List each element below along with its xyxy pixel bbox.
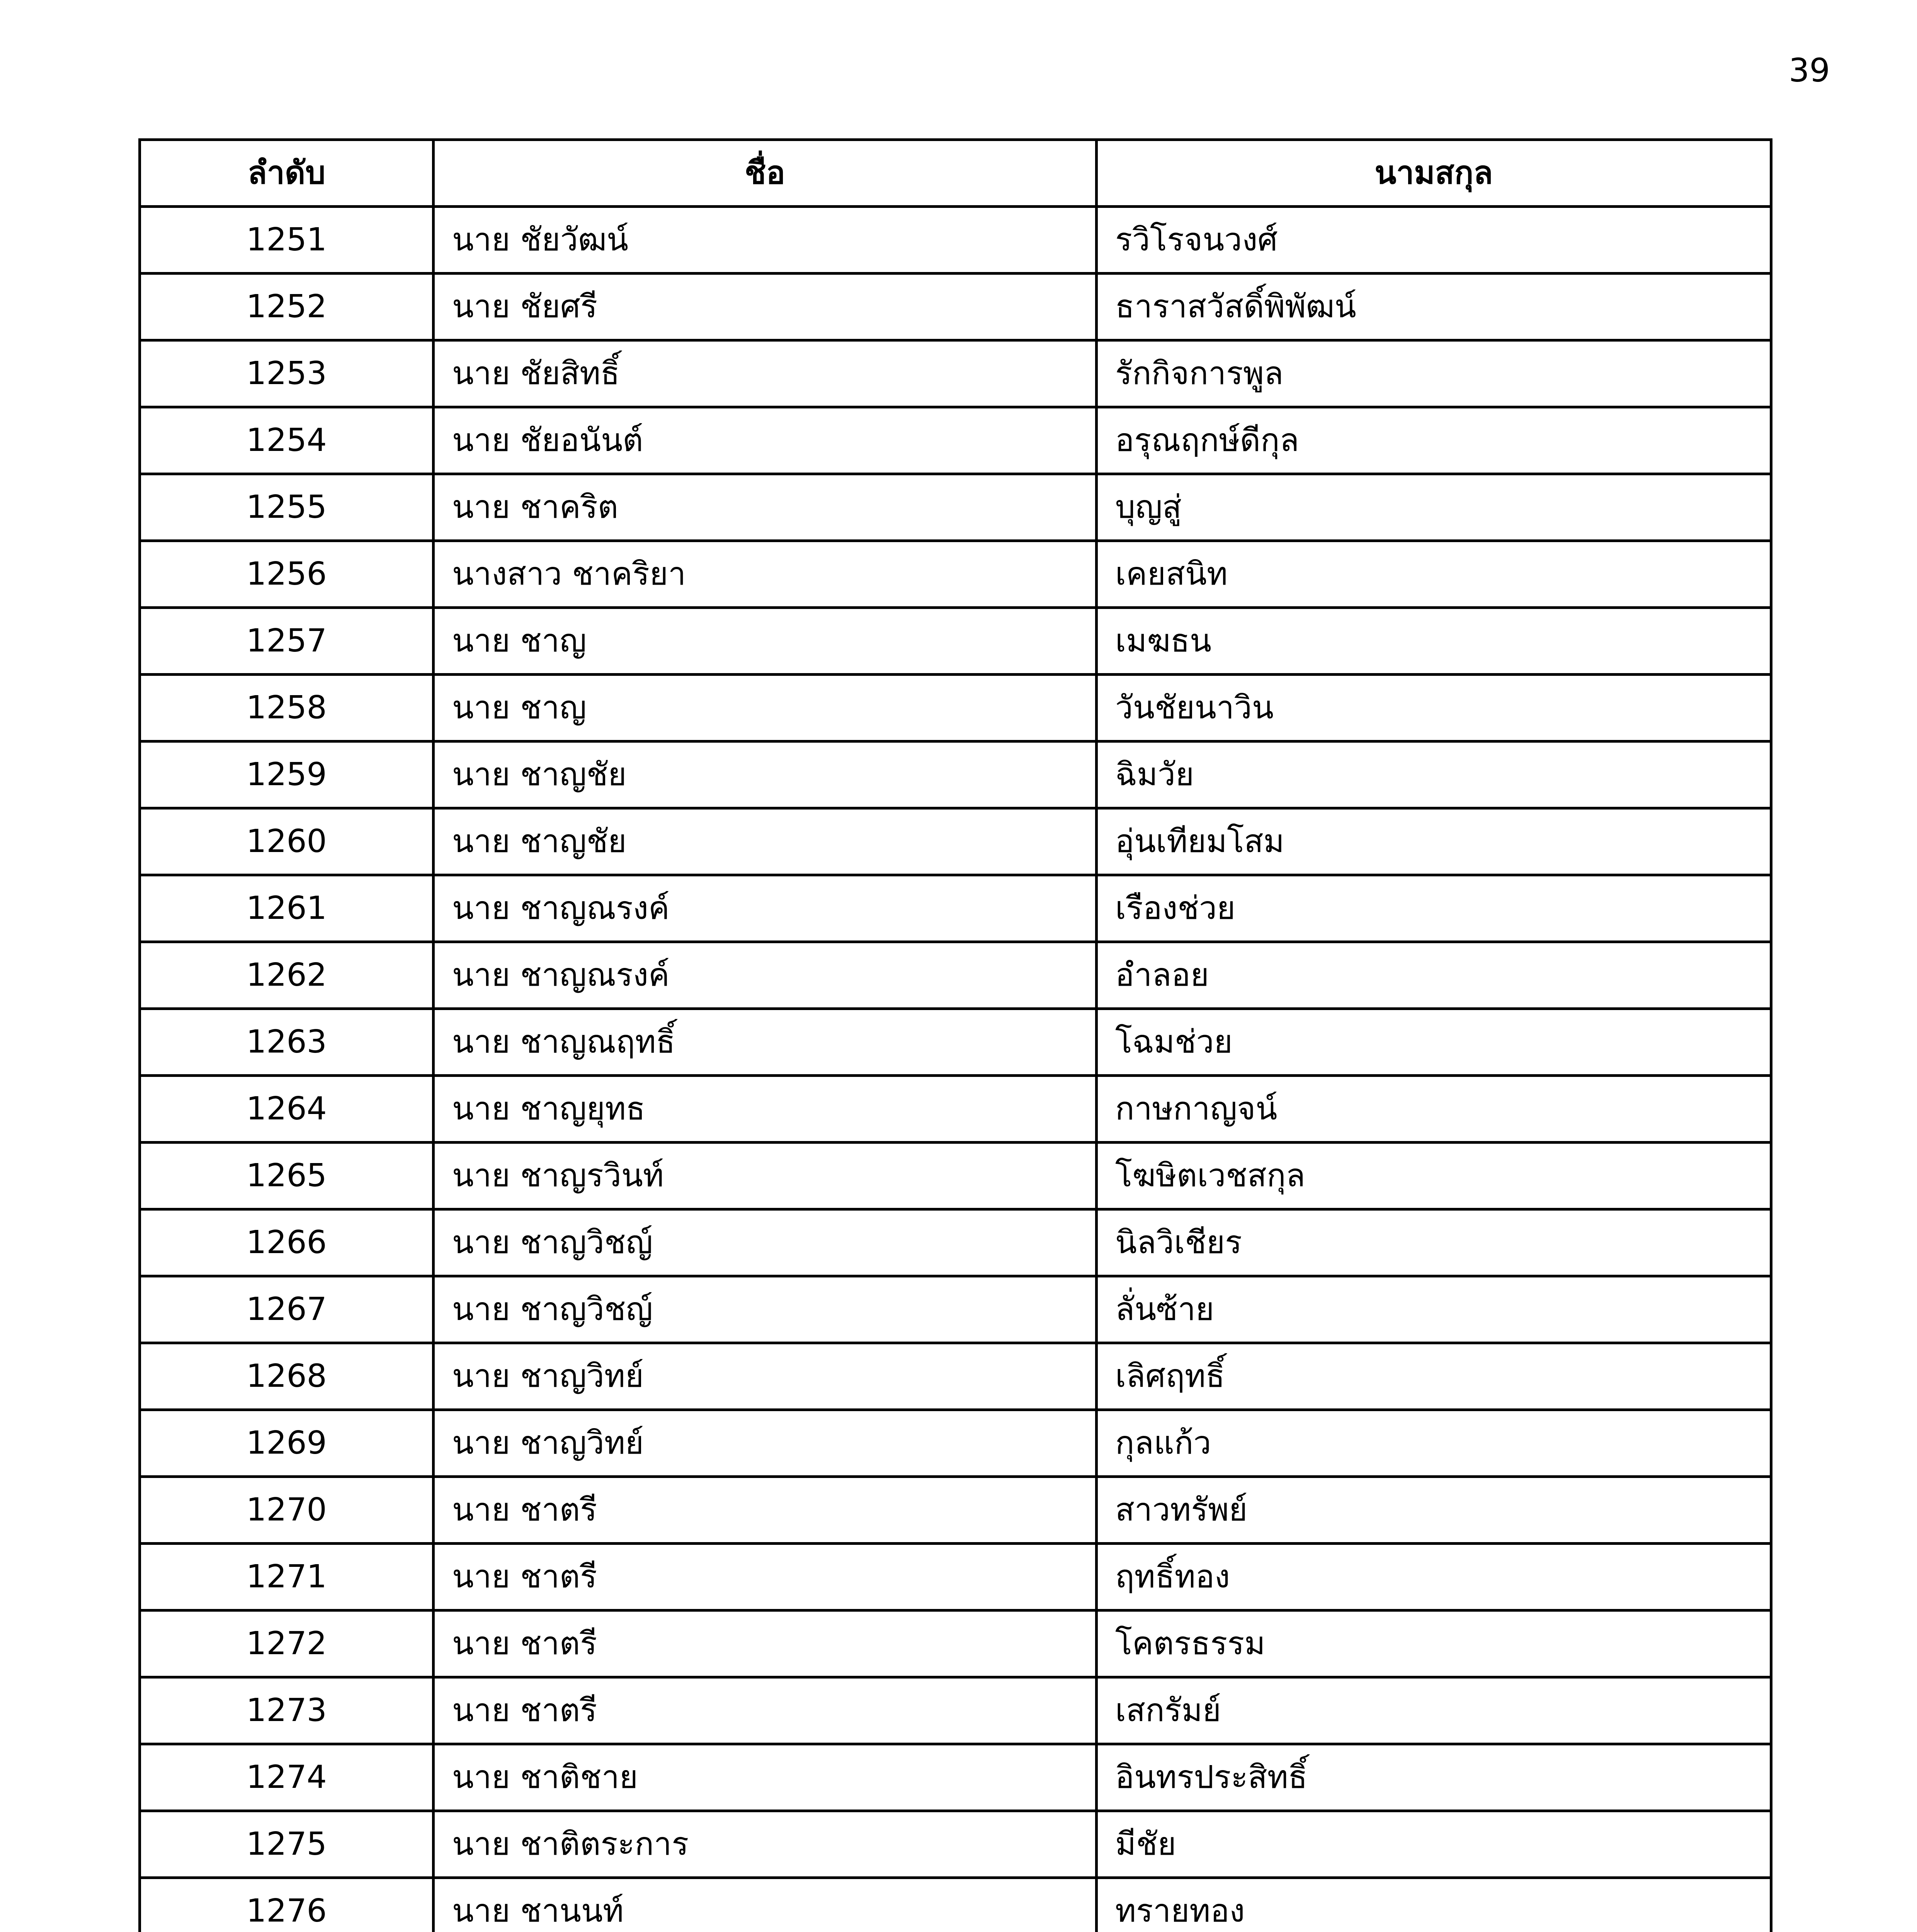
table-row [140,1276,1771,1343]
column-header-last-name: นามสกุล [1097,140,1771,207]
table-row [140,1677,1771,1744]
cell-last-name: โฉมช่วย [1097,1009,1771,1076]
table-row [140,1076,1771,1143]
cell-last-name: เลิศฤทธิ์ [1097,1343,1771,1410]
cell-index: 1254 [140,407,434,474]
table-row [140,340,1771,407]
cell-last-name: อุ่นเทียมโสม [1097,808,1771,875]
cell-first-name: นาย ชาญณรงค์ [434,875,1097,942]
cell-last-name: โฆษิตเวชสกุล [1097,1143,1771,1209]
cell-index: 1255 [140,474,434,541]
table-row [140,1744,1771,1811]
table-body [140,207,1771,1932]
table-row [140,1009,1771,1076]
cell-last-name: วันชัยนาวิน [1097,675,1771,742]
table-row [140,1611,1771,1677]
cell-index: 1266 [140,1209,434,1276]
cell-first-name: นาย ชาติตระการ [434,1811,1097,1878]
cell-index: 1267 [140,1276,434,1343]
cell-first-name: นาย ชัยวัฒน์ [434,207,1097,274]
table-row [140,742,1771,808]
table-row [140,474,1771,541]
cell-last-name: โคตรธรรม [1097,1611,1771,1677]
cell-last-name: ธาราสวัสดิ์พิพัฒน์ [1097,274,1771,340]
cell-first-name: นาย ชาตรี [434,1611,1097,1677]
cell-index: 1265 [140,1143,434,1209]
table-row [140,875,1771,942]
table-row [140,608,1771,675]
cell-first-name: นาย ชาติชาย [434,1744,1097,1811]
cell-index: 1271 [140,1544,434,1611]
cell-index: 1268 [140,1343,434,1410]
cell-first-name: นาย ชาตรี [434,1677,1097,1744]
cell-first-name: นาย ชัยศรี [434,274,1097,340]
cell-last-name: เสกรัมย์ [1097,1677,1771,1744]
cell-last-name: ทรายทอง [1097,1878,1771,1932]
cell-first-name: นาย ชาญ [434,608,1097,675]
cell-last-name: บุญสู่ [1097,474,1771,541]
cell-index: 1264 [140,1076,434,1143]
cell-first-name: นาย ชาญยุทธ [434,1076,1097,1143]
cell-last-name: รวิโรจนวงศ์ [1097,207,1771,274]
table-row [140,808,1771,875]
cell-last-name: ฉิมวัย [1097,742,1771,808]
table-row [140,207,1771,274]
cell-first-name: นาย ชาญชัย [434,808,1097,875]
cell-last-name: เรืองช่วย [1097,875,1771,942]
name-list-table [138,138,1772,1932]
table-row [140,1343,1771,1410]
cell-index: 1251 [140,207,434,274]
cell-last-name: กุลแก้ว [1097,1410,1771,1477]
table-row [140,1811,1771,1878]
page-number: 39 [1789,51,1830,89]
cell-index: 1270 [140,1477,434,1544]
table-row [140,1544,1771,1611]
cell-last-name: อรุณฤกษ์ดีกุล [1097,407,1771,474]
cell-last-name: อำลอย [1097,942,1771,1009]
cell-index: 1263 [140,1009,434,1076]
cell-first-name: นางสาว ชาคริยา [434,541,1097,608]
cell-first-name: นาย ชาญวิทย์ [434,1410,1097,1477]
cell-last-name: สาวทรัพย์ [1097,1477,1771,1544]
cell-index: 1253 [140,340,434,407]
cell-first-name: นาย ชัยอนันต์ [434,407,1097,474]
cell-last-name: รักกิจการพูล [1097,340,1771,407]
table-row [140,1209,1771,1276]
cell-index: 1274 [140,1744,434,1811]
cell-last-name: ลั่นซ้าย [1097,1276,1771,1343]
cell-last-name: นิลวิเชียร [1097,1209,1771,1276]
cell-index: 1261 [140,875,434,942]
column-header-first-name: ชื่อ [434,140,1097,207]
cell-index: 1269 [140,1410,434,1477]
table-row [140,1477,1771,1544]
cell-first-name: นาย ชาตรี [434,1544,1097,1611]
cell-index: 1276 [140,1878,434,1932]
cell-index: 1256 [140,541,434,608]
cell-index: 1258 [140,675,434,742]
cell-last-name: เมฆธน [1097,608,1771,675]
table-row [140,675,1771,742]
cell-index: 1262 [140,942,434,1009]
cell-first-name: นาย ชาญ [434,675,1097,742]
cell-last-name: อินทรประสิทธิ์ [1097,1744,1771,1811]
table-row [140,541,1771,608]
cell-first-name: นาย ชาญวิชญ์ [434,1276,1097,1343]
cell-index: 1273 [140,1677,434,1744]
table-row [140,942,1771,1009]
cell-last-name: ฤทธิ์ทอง [1097,1544,1771,1611]
cell-first-name: นาย ชาญรวินท์ [434,1143,1097,1209]
table-row [140,1143,1771,1209]
cell-first-name: นาย ชาญณฤทธิ์ [434,1009,1097,1076]
table-row [140,274,1771,340]
cell-first-name: นาย ชาญวิชญ์ [434,1209,1097,1276]
cell-first-name: นาย ชาคริต [434,474,1097,541]
cell-index: 1272 [140,1611,434,1677]
cell-first-name: นาย ชาญชัย [434,742,1097,808]
cell-first-name: นาย ชัยสิทธิ์ [434,340,1097,407]
cell-first-name: นาย ชานนท์ [434,1878,1097,1932]
cell-first-name: นาย ชาตรี [434,1477,1097,1544]
table-row [140,1410,1771,1477]
cell-last-name: เคยสนิท [1097,541,1771,608]
cell-first-name: นาย ชาญวิทย์ [434,1343,1097,1410]
cell-index: 1257 [140,608,434,675]
column-header-index: ลำดับ [140,140,434,207]
table-row [140,407,1771,474]
cell-first-name: นาย ชาญณรงค์ [434,942,1097,1009]
cell-last-name: กาษกาญจน์ [1097,1076,1771,1143]
cell-index: 1260 [140,808,434,875]
cell-index: 1252 [140,274,434,340]
cell-last-name: มีชัย [1097,1811,1771,1878]
cell-index: 1275 [140,1811,434,1878]
table-row [140,1878,1771,1932]
cell-index: 1259 [140,742,434,808]
table-header-row [140,140,1771,207]
